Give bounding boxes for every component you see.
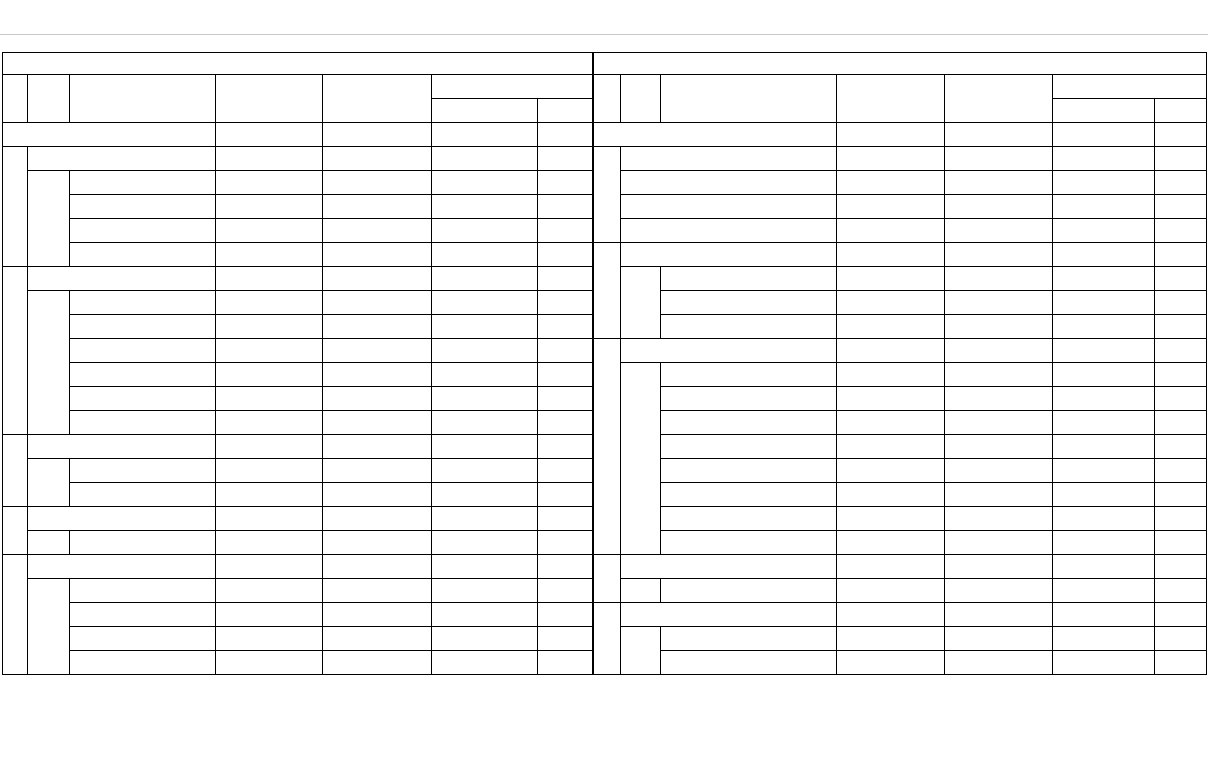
expense-row-previous[interactable]: [945, 267, 1053, 291]
income-group-sum-diff[interactable]: [432, 147, 538, 171]
expense-group-sum-current[interactable]: [837, 243, 945, 267]
expense-group-sum-previous[interactable]: [945, 147, 1053, 171]
income-row-current[interactable]: [216, 603, 323, 627]
expense-mok-cell[interactable]: [661, 315, 837, 339]
income-group-sum-previous[interactable]: [323, 555, 432, 579]
expense-row-diff[interactable]: [1053, 459, 1155, 483]
expense-row-ratio[interactable]: [1155, 291, 1207, 315]
expense-group-sum-previous[interactable]: [945, 243, 1053, 267]
col-hang-e: [621, 75, 661, 123]
expense-row-ratio[interactable]: [1155, 435, 1207, 459]
expense-group-sum-diff[interactable]: [1053, 339, 1155, 363]
expense-mok-cell[interactable]: [661, 363, 837, 387]
expense-mok-cell[interactable]: [621, 171, 837, 195]
expense-row-previous[interactable]: [945, 315, 1053, 339]
income-row-current[interactable]: [216, 363, 323, 387]
income-row-ratio[interactable]: [538, 291, 593, 315]
income-mok-cell[interactable]: [70, 195, 216, 219]
col-ratio: [538, 99, 593, 123]
expense-row-ratio[interactable]: [1155, 483, 1207, 507]
col-mok-e: [661, 75, 837, 123]
expense-row-previous[interactable]: [945, 507, 1053, 531]
income-mok-cell[interactable]: [70, 291, 216, 315]
expense-row-current[interactable]: [837, 363, 945, 387]
income-row-current[interactable]: [216, 411, 323, 435]
income-row-diff[interactable]: [432, 195, 538, 219]
expense-row-ratio[interactable]: [1155, 531, 1207, 555]
expense-group-sum-current[interactable]: [837, 147, 945, 171]
income-row-previous[interactable]: [323, 459, 432, 483]
expense-row-ratio[interactable]: [1155, 651, 1207, 675]
expense-group-sum-label[interactable]: [621, 243, 837, 267]
income-row-current[interactable]: [216, 219, 323, 243]
expense-row-current[interactable]: [837, 651, 945, 675]
table-row: [3, 555, 1207, 579]
expense-row-diff[interactable]: [1053, 219, 1155, 243]
income-row-diff[interactable]: [432, 459, 538, 483]
income-row-diff[interactable]: [432, 411, 538, 435]
income-row-current[interactable]: [216, 243, 323, 267]
total-expense-diff[interactable]: [1053, 123, 1155, 147]
expense-group-sum-ratio[interactable]: [1155, 339, 1207, 363]
income-row-current[interactable]: [216, 315, 323, 339]
expense-row-current[interactable]: [837, 195, 945, 219]
expense-row-ratio[interactable]: [1155, 387, 1207, 411]
income-mok-cell[interactable]: [70, 627, 216, 651]
income-mok-cell[interactable]: [70, 531, 216, 555]
income-row-ratio[interactable]: [538, 651, 593, 675]
income-mok-cell[interactable]: [70, 171, 216, 195]
total-current[interactable]: [216, 123, 323, 147]
expense-row-diff[interactable]: [1053, 195, 1155, 219]
income-group-sum-current[interactable]: [216, 435, 323, 459]
col-diff-e: [1053, 75, 1207, 99]
income-group-sum-previous[interactable]: [323, 435, 432, 459]
income-row-previous[interactable]: [323, 579, 432, 603]
income-row-previous[interactable]: [323, 339, 432, 363]
expense-group-sum-ratio[interactable]: [1155, 555, 1207, 579]
col-hang: [28, 75, 70, 123]
income-row-diff[interactable]: [432, 339, 538, 363]
expense-row-current[interactable]: [837, 315, 945, 339]
expense-row-current[interactable]: [837, 579, 945, 603]
income-group-sum-ratio[interactable]: [538, 507, 593, 531]
expense-group-sum-current[interactable]: [837, 339, 945, 363]
total-expense-ratio[interactable]: [1155, 123, 1207, 147]
income-row-current[interactable]: [216, 291, 323, 315]
expense-mok-cell[interactable]: [661, 483, 837, 507]
income-row-diff[interactable]: [432, 387, 538, 411]
sheet-title: [0, 0, 1208, 35]
income-gwan-cell[interactable]: [3, 147, 28, 267]
expense-row-previous[interactable]: [945, 291, 1053, 315]
budget-summary-table: [2, 52, 1207, 675]
expense-group-sum-previous[interactable]: [945, 339, 1053, 363]
expense-mok-cell[interactable]: [661, 627, 837, 651]
income-mok-cell[interactable]: [70, 651, 216, 675]
income-mok-cell[interactable]: [70, 339, 216, 363]
income-group-sum-diff[interactable]: [432, 555, 538, 579]
income-mok-cell[interactable]: [70, 483, 216, 507]
income-row-current[interactable]: [216, 459, 323, 483]
expense-gwan-cell[interactable]: [593, 243, 621, 339]
expense-row-diff[interactable]: [1053, 363, 1155, 387]
expense-row-current[interactable]: [837, 435, 945, 459]
income-row-current[interactable]: [216, 483, 323, 507]
income-group-sum-label[interactable]: [28, 147, 216, 171]
income-row-previous[interactable]: [323, 315, 432, 339]
table-row: [3, 339, 1207, 363]
expense-row-diff[interactable]: [1053, 627, 1155, 651]
total-expense-current[interactable]: [837, 123, 945, 147]
income-gwan-cell[interactable]: [3, 435, 28, 507]
table-row: [3, 243, 1207, 267]
expense-group-sum-diff[interactable]: [1053, 555, 1155, 579]
expense-row-diff[interactable]: [1053, 651, 1155, 675]
expense-row-ratio[interactable]: [1155, 219, 1207, 243]
income-hang-cell[interactable]: [28, 531, 70, 555]
expense-mok-cell[interactable]: [661, 267, 837, 291]
income-row-ratio[interactable]: [538, 339, 593, 363]
income-group-sum-ratio[interactable]: [538, 555, 593, 579]
expense-row-ratio[interactable]: [1155, 195, 1207, 219]
total-diff[interactable]: [432, 123, 538, 147]
income-group-sum-diff[interactable]: [432, 507, 538, 531]
expense-mok-cell[interactable]: [661, 291, 837, 315]
expense-row-current[interactable]: [837, 507, 945, 531]
income-mok-cell[interactable]: [70, 603, 216, 627]
total-expense-previous[interactable]: [945, 123, 1053, 147]
income-group-sum-label[interactable]: [28, 267, 216, 291]
expense-row-previous[interactable]: [945, 531, 1053, 555]
income-group-sum-current[interactable]: [216, 555, 323, 579]
expense-row-ratio[interactable]: [1155, 507, 1207, 531]
col-amt: [432, 99, 538, 123]
income-row-diff[interactable]: [432, 315, 538, 339]
expense-row-diff[interactable]: [1053, 435, 1155, 459]
income-gwan-cell[interactable]: [3, 507, 28, 555]
expense-row-ratio[interactable]: [1155, 411, 1207, 435]
income-row-ratio[interactable]: [538, 195, 593, 219]
expense-row-previous[interactable]: [945, 195, 1053, 219]
income-hang-cell[interactable]: [28, 291, 70, 435]
income-group-sum-diff[interactable]: [432, 267, 538, 291]
expense-row-current[interactable]: [837, 171, 945, 195]
expense-row-current[interactable]: [837, 459, 945, 483]
income-row-ratio[interactable]: [538, 603, 593, 627]
income-group-sum-current[interactable]: [216, 507, 323, 531]
income-row-current[interactable]: [216, 627, 323, 651]
expense-row-ratio[interactable]: [1155, 627, 1207, 651]
income-row-diff[interactable]: [432, 531, 538, 555]
income-group-sum-ratio[interactable]: [538, 267, 593, 291]
income-row-previous[interactable]: [323, 219, 432, 243]
income-hang-cell[interactable]: [28, 171, 70, 267]
income-row-previous[interactable]: [323, 483, 432, 507]
income-gwan-cell[interactable]: [3, 555, 28, 675]
income-row-diff[interactable]: [432, 483, 538, 507]
expense-row-diff[interactable]: [1053, 483, 1155, 507]
expense-row-diff[interactable]: [1053, 579, 1155, 603]
expense-group-sum-previous[interactable]: [945, 603, 1053, 627]
income-group-sum-previous[interactable]: [323, 267, 432, 291]
total-label[interactable]: [3, 123, 216, 147]
income-row-previous[interactable]: [323, 603, 432, 627]
income-header: [3, 53, 593, 75]
table-row: [3, 147, 1207, 171]
expense-row-diff[interactable]: [1053, 291, 1155, 315]
expense-row-current[interactable]: [837, 267, 945, 291]
expense-row-diff[interactable]: [1053, 171, 1155, 195]
income-row-current[interactable]: [216, 171, 323, 195]
income-group-sum-ratio[interactable]: [538, 435, 593, 459]
income-group-sum-current[interactable]: [216, 147, 323, 171]
expense-group-sum-diff[interactable]: [1053, 147, 1155, 171]
income-group-sum-previous[interactable]: [323, 507, 432, 531]
income-mok-cell[interactable]: [70, 411, 216, 435]
expense-row-current[interactable]: [837, 531, 945, 555]
income-row-ratio[interactable]: [538, 483, 593, 507]
income-row-current[interactable]: [216, 387, 323, 411]
expense-mok-cell[interactable]: [661, 411, 837, 435]
income-row-ratio[interactable]: [538, 531, 593, 555]
expense-row-ratio[interactable]: [1155, 171, 1207, 195]
income-group-sum-current[interactable]: [216, 267, 323, 291]
income-group-sum-label[interactable]: [28, 435, 216, 459]
income-row-current[interactable]: [216, 651, 323, 675]
income-row-ratio[interactable]: [538, 411, 593, 435]
income-mok-cell[interactable]: [70, 243, 216, 267]
expense-group-sum-label[interactable]: [621, 603, 837, 627]
expense-row-diff[interactable]: [1053, 411, 1155, 435]
col-cur: [216, 75, 323, 123]
expense-mok-cell[interactable]: [661, 435, 837, 459]
income-mok-cell[interactable]: [70, 315, 216, 339]
income-group-sum-previous[interactable]: [323, 147, 432, 171]
total-previous[interactable]: [323, 123, 432, 147]
col-prev-e: [945, 75, 1053, 123]
expense-row-ratio[interactable]: [1155, 459, 1207, 483]
expense-row-diff[interactable]: [1053, 507, 1155, 531]
income-group-sum-ratio[interactable]: [538, 147, 593, 171]
income-row-diff[interactable]: [432, 363, 538, 387]
expense-row-previous[interactable]: [945, 411, 1053, 435]
expense-group-sum-label[interactable]: [621, 147, 837, 171]
income-row-current[interactable]: [216, 195, 323, 219]
expense-group-sum-ratio[interactable]: [1155, 147, 1207, 171]
expense-row-previous[interactable]: [945, 627, 1053, 651]
income-mok-cell[interactable]: [70, 363, 216, 387]
col-gwan-e: [593, 75, 621, 123]
expense-row-previous[interactable]: [945, 483, 1053, 507]
expense-mok-cell[interactable]: [661, 507, 837, 531]
expense-header: [593, 53, 1207, 75]
income-row-diff[interactable]: [432, 171, 538, 195]
expense-mok-cell[interactable]: [621, 195, 837, 219]
income-gwan-cell[interactable]: [3, 267, 28, 435]
income-row-previous[interactable]: [323, 627, 432, 651]
expense-row-current[interactable]: [837, 627, 945, 651]
expense-mok-cell[interactable]: [661, 459, 837, 483]
income-row-ratio[interactable]: [538, 171, 593, 195]
income-row-previous[interactable]: [323, 195, 432, 219]
income-row-diff[interactable]: [432, 579, 538, 603]
expense-group-sum-ratio[interactable]: [1155, 603, 1207, 627]
table-row: [3, 603, 1207, 627]
income-row-diff[interactable]: [432, 651, 538, 675]
income-group-sum-diff[interactable]: [432, 435, 538, 459]
income-row-current[interactable]: [216, 579, 323, 603]
income-group-sum-label[interactable]: [28, 507, 216, 531]
income-row-ratio[interactable]: [538, 627, 593, 651]
income-mok-cell[interactable]: [70, 219, 216, 243]
income-row-current[interactable]: [216, 339, 323, 363]
income-row-current[interactable]: [216, 531, 323, 555]
income-mok-cell[interactable]: [70, 579, 216, 603]
expense-row-ratio[interactable]: [1155, 363, 1207, 387]
income-row-previous[interactable]: [323, 531, 432, 555]
col-cur-e: [837, 75, 945, 123]
total-label-expense[interactable]: [593, 123, 837, 147]
expense-hang-cell[interactable]: [621, 627, 661, 675]
col-gwan: [3, 75, 28, 123]
expense-mok-cell[interactable]: [621, 219, 837, 243]
income-mok-cell[interactable]: [70, 459, 216, 483]
col-mok: [70, 75, 216, 123]
expense-mok-cell[interactable]: [661, 387, 837, 411]
income-row-diff[interactable]: [432, 627, 538, 651]
expense-group-sum-previous[interactable]: [945, 555, 1053, 579]
expense-row-current[interactable]: [837, 411, 945, 435]
expense-group-sum-label[interactable]: [621, 339, 837, 363]
income-row-ratio[interactable]: [538, 387, 593, 411]
expense-row-diff[interactable]: [1053, 531, 1155, 555]
income-hang-cell[interactable]: [28, 459, 70, 507]
col-prev: [323, 75, 432, 123]
income-row-diff[interactable]: [432, 243, 538, 267]
expense-row-previous[interactable]: [945, 651, 1053, 675]
expense-row-previous[interactable]: [945, 435, 1053, 459]
income-row-previous[interactable]: [323, 651, 432, 675]
col-ratio-e: [1155, 99, 1207, 123]
expense-row-ratio[interactable]: [1155, 579, 1207, 603]
expense-mok-cell[interactable]: [661, 651, 837, 675]
income-row-previous[interactable]: [323, 171, 432, 195]
expense-hang-cell[interactable]: [621, 579, 661, 603]
expense-gwan-cell[interactable]: [593, 555, 621, 603]
income-row-diff[interactable]: [432, 219, 538, 243]
expense-row-previous[interactable]: [945, 219, 1053, 243]
expense-row-diff[interactable]: [1053, 267, 1155, 291]
income-hang-cell[interactable]: [28, 579, 70, 675]
total-ratio[interactable]: [538, 123, 593, 147]
income-row-ratio[interactable]: [538, 219, 593, 243]
expense-hang-cell[interactable]: [621, 363, 661, 555]
col-diff: [432, 75, 593, 99]
expense-gwan-cell[interactable]: [593, 603, 621, 675]
expense-mok-cell[interactable]: [661, 579, 837, 603]
income-mok-cell[interactable]: [70, 387, 216, 411]
expense-row-previous[interactable]: [945, 171, 1053, 195]
col-amt-e: [1053, 99, 1155, 123]
expense-row-current[interactable]: [837, 387, 945, 411]
income-row-ratio[interactable]: [538, 579, 593, 603]
income-row-previous[interactable]: [323, 387, 432, 411]
expense-row-diff[interactable]: [1053, 315, 1155, 339]
expense-group-sum-current[interactable]: [837, 555, 945, 579]
expense-row-current[interactable]: [837, 483, 945, 507]
income-row-diff[interactable]: [432, 291, 538, 315]
income-row-previous[interactable]: [323, 291, 432, 315]
income-row-ratio[interactable]: [538, 459, 593, 483]
income-row-previous[interactable]: [323, 243, 432, 267]
expense-row-ratio[interactable]: [1155, 267, 1207, 291]
income-row-diff[interactable]: [432, 603, 538, 627]
income-row-previous[interactable]: [323, 363, 432, 387]
income-group-sum-label[interactable]: [28, 555, 216, 579]
expense-row-previous[interactable]: [945, 459, 1053, 483]
expense-group-sum-label[interactable]: [621, 555, 837, 579]
expense-row-diff[interactable]: [1053, 387, 1155, 411]
expense-group-sum-diff[interactable]: [1053, 243, 1155, 267]
expense-gwan-cell[interactable]: [593, 147, 621, 243]
income-row-ratio[interactable]: [538, 243, 593, 267]
income-row-previous[interactable]: [323, 411, 432, 435]
expense-row-previous[interactable]: [945, 363, 1053, 387]
expense-group-sum-current[interactable]: [837, 603, 945, 627]
expense-mok-cell[interactable]: [661, 531, 837, 555]
expense-group-sum-ratio[interactable]: [1155, 243, 1207, 267]
table-row: [3, 123, 1207, 147]
expense-group-sum-diff[interactable]: [1053, 603, 1155, 627]
expense-gwan-cell[interactable]: [593, 339, 621, 555]
expense-row-previous[interactable]: [945, 579, 1053, 603]
income-row-ratio[interactable]: [538, 315, 593, 339]
expense-row-current[interactable]: [837, 219, 945, 243]
expense-hang-cell[interactable]: [621, 267, 661, 339]
income-row-ratio[interactable]: [538, 363, 593, 387]
expense-row-previous[interactable]: [945, 387, 1053, 411]
expense-row-ratio[interactable]: [1155, 315, 1207, 339]
expense-row-current[interactable]: [837, 291, 945, 315]
